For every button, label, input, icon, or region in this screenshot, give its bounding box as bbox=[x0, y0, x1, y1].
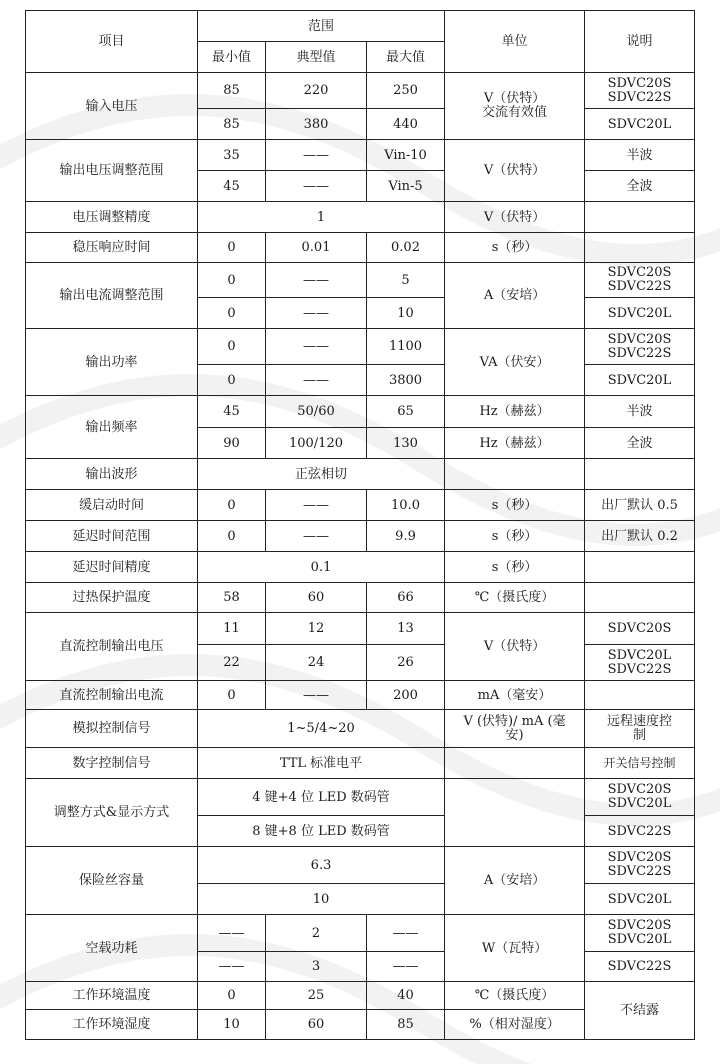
cell-unit: W（瓦特） bbox=[445, 915, 585, 982]
cell-value: 0.1 bbox=[198, 552, 445, 583]
row-label: 空载功耗 bbox=[26, 915, 198, 982]
cell-note bbox=[585, 583, 695, 613]
cell-min: —— bbox=[198, 952, 266, 982]
cell-note bbox=[585, 552, 695, 583]
cell-note: SDVC20S SDVC22S bbox=[585, 847, 695, 884]
cell-value: TTL 标准电平 bbox=[198, 748, 445, 779]
row-label: 输出电流调整范围 bbox=[26, 263, 198, 329]
header-min: 最小值 bbox=[198, 42, 266, 73]
cell-value: 正弦相切 bbox=[198, 459, 445, 490]
cell-typ: —— bbox=[266, 490, 367, 521]
cell-unit bbox=[445, 779, 585, 847]
cell-typ: 60 bbox=[266, 583, 367, 613]
cell-note bbox=[585, 459, 695, 490]
row-label: 工作环境温度 bbox=[26, 982, 198, 1010]
cell-max: 10 bbox=[367, 298, 445, 329]
cell-min: 0 bbox=[198, 329, 266, 365]
cell-note: 不结露 bbox=[585, 982, 695, 1040]
cell-unit: Hz（赫兹） bbox=[445, 396, 585, 428]
cell-note: SDVC20S SDVC22S bbox=[585, 329, 695, 365]
cell-max: 40 bbox=[367, 982, 445, 1010]
row-label: 缓启动时间 bbox=[26, 490, 198, 521]
cell-min: 10 bbox=[198, 1010, 266, 1040]
cell-max: 26 bbox=[367, 645, 445, 681]
row-label: 输出频率 bbox=[26, 396, 198, 459]
row-label: 直流控制输出电流 bbox=[26, 681, 198, 710]
row-label: 过热保护温度 bbox=[26, 583, 198, 613]
cell-min: 45 bbox=[198, 396, 266, 428]
row-label: 工作环境湿度 bbox=[26, 1010, 198, 1040]
row-label: 输出电压调整范围 bbox=[26, 140, 198, 202]
cell-note: SDVC20S SDVC22S bbox=[585, 263, 695, 298]
cell-max: 65 bbox=[367, 396, 445, 428]
cell-typ: 0.01 bbox=[266, 233, 367, 263]
cell-unit: s（秒） bbox=[445, 490, 585, 521]
cell-unit: ℃（摄氏度） bbox=[445, 583, 585, 613]
cell-max: 130 bbox=[367, 428, 445, 459]
cell-min: 0 bbox=[198, 233, 266, 263]
cell-unit: V（伏特） bbox=[445, 140, 585, 202]
cell-note: 开关信号控制 bbox=[585, 748, 695, 779]
cell-note: SDVC20L bbox=[585, 884, 695, 915]
row-label: 延迟时间范围 bbox=[26, 521, 198, 552]
row-label: 调整方式&显示方式 bbox=[26, 779, 198, 847]
cell-value: 1 bbox=[198, 202, 445, 233]
header-typ: 典型值 bbox=[266, 42, 367, 73]
cell-max: Vin-5 bbox=[367, 171, 445, 202]
cell-typ: 50/60 bbox=[266, 396, 367, 428]
cell-note: 出厂默认 0.2 bbox=[585, 521, 695, 552]
cell-max: 440 bbox=[367, 109, 445, 140]
cell-min: 85 bbox=[198, 73, 266, 109]
cell-note: 全波 bbox=[585, 171, 695, 202]
cell-min: 0 bbox=[198, 490, 266, 521]
cell-min: 45 bbox=[198, 171, 266, 202]
header-unit: 单位 bbox=[445, 11, 585, 73]
cell-unit: Hz（赫兹） bbox=[445, 428, 585, 459]
cell-typ: 3 bbox=[266, 952, 367, 982]
cell-typ: 12 bbox=[266, 613, 367, 645]
cell-max: 1100 bbox=[367, 329, 445, 365]
cell-max: 9.9 bbox=[367, 521, 445, 552]
cell-unit: s（秒） bbox=[445, 552, 585, 583]
cell-unit: A（安培） bbox=[445, 847, 585, 915]
cell-value: 8 键+8 位 LED 数码管 bbox=[198, 816, 445, 847]
cell-min: 11 bbox=[198, 613, 266, 645]
row-label: 模拟控制信号 bbox=[26, 710, 198, 748]
cell-max: —— bbox=[367, 915, 445, 952]
cell-max: 3800 bbox=[367, 365, 445, 396]
cell-typ: 25 bbox=[266, 982, 367, 1010]
cell-note bbox=[585, 233, 695, 263]
row-label: 数字控制信号 bbox=[26, 748, 198, 779]
cell-note: 远程速度控 制 bbox=[585, 710, 695, 748]
cell-unit: V (伏特)/ mA (毫 安) bbox=[445, 710, 585, 748]
cell-typ: 100/120 bbox=[266, 428, 367, 459]
cell-min: —— bbox=[198, 915, 266, 952]
cell-min: 58 bbox=[198, 583, 266, 613]
cell-note: SDVC20S SDVC20L bbox=[585, 779, 695, 816]
cell-value: 4 键+4 位 LED 数码管 bbox=[198, 779, 445, 816]
row-label: 电压调整精度 bbox=[26, 202, 198, 233]
cell-unit: %（相对湿度） bbox=[445, 1010, 585, 1040]
cell-unit: ℃（摄氏度） bbox=[445, 982, 585, 1010]
row-label: 输出功率 bbox=[26, 329, 198, 396]
cell-note: SDVC20S bbox=[585, 613, 695, 645]
cell-value: 10 bbox=[198, 884, 445, 915]
cell-min: 0 bbox=[198, 982, 266, 1010]
header-max: 最大值 bbox=[367, 42, 445, 73]
cell-unit: VA（伏安） bbox=[445, 329, 585, 396]
cell-note: SDVC20L bbox=[585, 298, 695, 329]
cell-value: 6.3 bbox=[198, 847, 445, 884]
row-label: 输出波形 bbox=[26, 459, 198, 490]
cell-min: 22 bbox=[198, 645, 266, 681]
cell-unit: mA（毫安） bbox=[445, 681, 585, 710]
cell-value: 1~5/4~20 bbox=[198, 710, 445, 748]
cell-max: 0.02 bbox=[367, 233, 445, 263]
cell-note bbox=[585, 681, 695, 710]
cell-unit: A（安培） bbox=[445, 263, 585, 329]
cell-typ: —— bbox=[266, 521, 367, 552]
header-range: 范围 bbox=[198, 11, 445, 42]
cell-min: 0 bbox=[198, 298, 266, 329]
row-label: 保险丝容量 bbox=[26, 847, 198, 915]
cell-min: 35 bbox=[198, 140, 266, 171]
row-label: 延迟时间精度 bbox=[26, 552, 198, 583]
cell-note: SDVC20S SDVC22S bbox=[585, 73, 695, 109]
cell-min: 0 bbox=[198, 681, 266, 710]
cell-typ: —— bbox=[266, 298, 367, 329]
cell-max: 13 bbox=[367, 613, 445, 645]
cell-max: 66 bbox=[367, 583, 445, 613]
cell-note: SDVC22S bbox=[585, 952, 695, 982]
cell-unit bbox=[445, 748, 585, 779]
cell-max: 85 bbox=[367, 1010, 445, 1040]
cell-note: SDVC20L bbox=[585, 109, 695, 140]
cell-typ: —— bbox=[266, 171, 367, 202]
cell-max: 10.0 bbox=[367, 490, 445, 521]
cell-max: 250 bbox=[367, 73, 445, 109]
cell-typ: 380 bbox=[266, 109, 367, 140]
cell-typ: 2 bbox=[266, 915, 367, 952]
cell-note: 半波 bbox=[585, 396, 695, 428]
cell-max: —— bbox=[367, 952, 445, 982]
cell-note: 半波 bbox=[585, 140, 695, 171]
cell-typ: 24 bbox=[266, 645, 367, 681]
cell-typ: —— bbox=[266, 140, 367, 171]
cell-min: 85 bbox=[198, 109, 266, 140]
cell-note: SDVC22S bbox=[585, 816, 695, 847]
header-note: 说明 bbox=[585, 11, 695, 73]
cell-unit bbox=[445, 459, 585, 490]
row-label: 稳压响应时间 bbox=[26, 233, 198, 263]
spec-table bbox=[25, 10, 695, 1040]
cell-typ: 60 bbox=[266, 1010, 367, 1040]
cell-typ: —— bbox=[266, 263, 367, 298]
cell-min: 0 bbox=[198, 263, 266, 298]
cell-typ: —— bbox=[266, 329, 367, 365]
cell-unit: V（伏特） bbox=[445, 613, 585, 681]
cell-min: 0 bbox=[198, 521, 266, 552]
cell-max: 5 bbox=[367, 263, 445, 298]
cell-typ: —— bbox=[266, 681, 367, 710]
header-item: 项目 bbox=[26, 11, 198, 73]
cell-note: SDVC20S SDVC20L bbox=[585, 915, 695, 952]
row-label: 直流控制输出电压 bbox=[26, 613, 198, 681]
cell-note: SDVC20L bbox=[585, 365, 695, 396]
cell-typ: 220 bbox=[266, 73, 367, 109]
cell-unit: V（伏特） bbox=[445, 202, 585, 233]
cell-min: 90 bbox=[198, 428, 266, 459]
cell-min: 0 bbox=[198, 365, 266, 396]
cell-max: Vin-10 bbox=[367, 140, 445, 171]
cell-unit: s（秒） bbox=[445, 521, 585, 552]
cell-unit: V（伏特） 交流有效值 bbox=[445, 73, 585, 140]
cell-note: SDVC20L SDVC22S bbox=[585, 645, 695, 681]
cell-note bbox=[585, 202, 695, 233]
cell-note: 出厂默认 0.5 bbox=[585, 490, 695, 521]
cell-max: 200 bbox=[367, 681, 445, 710]
row-label: 输入电压 bbox=[26, 73, 198, 140]
cell-unit: s（秒） bbox=[445, 233, 585, 263]
cell-typ: —— bbox=[266, 365, 367, 396]
cell-note: 全波 bbox=[585, 428, 695, 459]
